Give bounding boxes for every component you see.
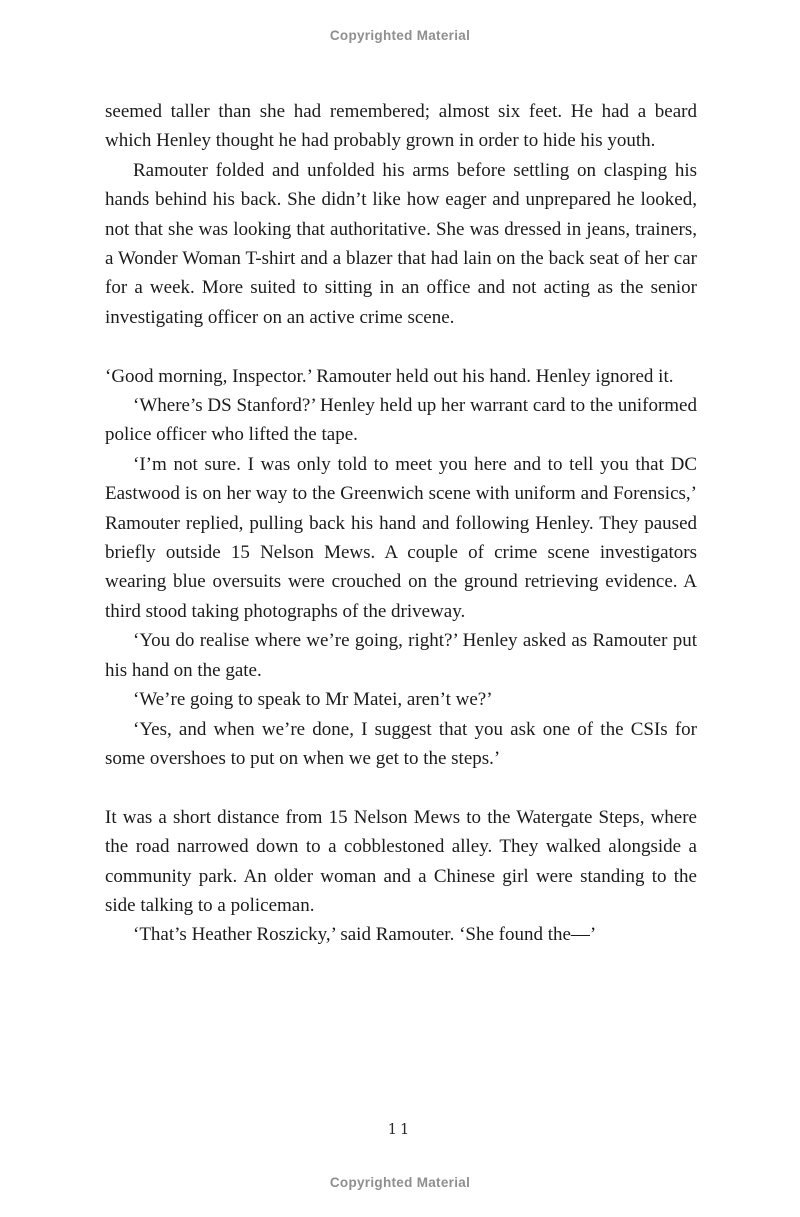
body-paragraph: seemed taller than she had remembered; almost six feet. He had a beard which Henley thought he had probably grown in order to hide his youth. bbox=[105, 101, 697, 152]
body-paragraph: Ramouter folded and unfolded his arms before settling on clasping his hands behind his back. She didn’t like how eager and unprepared he looked, not that she was looking that authoritative. She was dressed in jeans, trainers, a Wonder Woman T-shirt and a blazer that had lain on the back seat of her car for a week. More suited to sitting in an office and not acting as the senior investigating officer on an active crime scene. bbox=[105, 159, 697, 328]
body-paragraph: ‘Good morning, Inspector.’ Ramouter held out his hand. Henley ignored it. bbox=[105, 365, 674, 387]
body-paragraph: It was a short distance from 15 Nelson Mews to the Watergate Steps, where the road narrowed down to a cobblestoned alley. They walked alongside a community park. An older woman and a Chinese girl were standing to the side talking to a policeman. bbox=[105, 806, 697, 916]
body-paragraph: ‘You do realise where we’re going, right?’ Henley asked as Ramouter put his hand on the gate. bbox=[105, 630, 697, 681]
body-paragraph: ‘Yes, and when we’re done, I suggest that you ask one of the CSIs for some overshoes to put on when we get to the steps.’ bbox=[105, 718, 697, 769]
body-paragraph: ‘Where’s DS Stanford?’ Henley held up her warrant card to the uniformed police officer who lifted the tape. bbox=[105, 395, 697, 446]
body-paragraph: ‘That’s Heather Roszicky,’ said Ramouter. ‘She found the—’ bbox=[133, 924, 597, 946]
page-number: 11 bbox=[387, 1122, 413, 1138]
body-paragraph: ‘We’re going to speak to Mr Matei, aren’t we?’ bbox=[133, 689, 493, 711]
copyright-notice-bottom: Copyrighted Material bbox=[329, 1175, 471, 1190]
copyright-notice-top: Copyrighted Material bbox=[329, 28, 471, 43]
page-body bbox=[105, 97, 697, 950]
body-paragraph: ‘I’m not sure. I was only told to meet you here and to tell you that DC Eastwood is on her way to the Greenwich scene with uniform and Forensics,’ Ramouter replied, pulling back his hand and following Henley. They paused briefly outside 15 Nelson Mews. A couple of crime scene investigators wearing blue oversuits were crouched on the ground retrieving evidence. A third stood taking photographs of the driveway. bbox=[105, 453, 697, 622]
